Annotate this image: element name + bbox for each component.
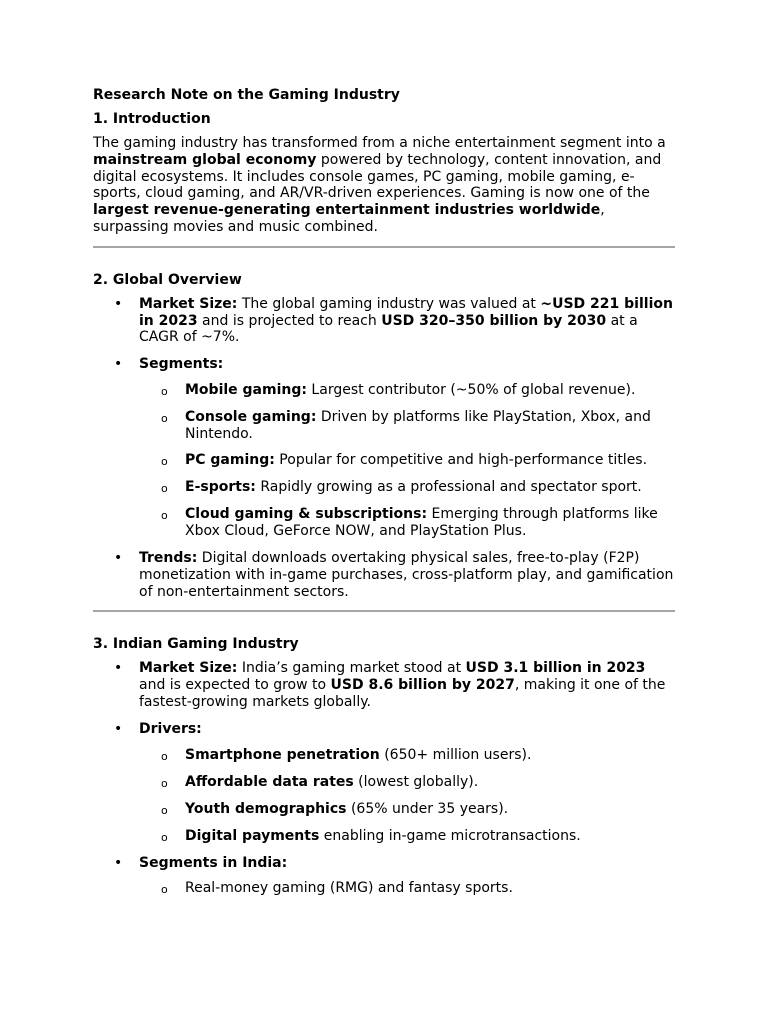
sub-item-console-gaming: [139, 409, 675, 443]
bullet-bold: ~USD 221 billion in 2023: [139, 295, 673, 329]
india-drivers-sublist: [139, 747, 675, 845]
bullet-text: and is projected to reach: [197, 312, 382, 329]
bullet-label: Segments in India:: [139, 854, 288, 871]
sub-item-label: Console gaming:: [185, 408, 317, 425]
sub-item-label: Digital payments: [185, 827, 320, 844]
intro-text-1: The gaming industry has transformed from a niche entertainment segment into a: [93, 135, 666, 151]
list-item-global-trends: [93, 550, 675, 600]
sub-item-mobile-gaming: [139, 382, 675, 399]
sub-item-text: Rapidly growing as a professional and spectator sport.: [255, 478, 642, 495]
document-body: [93, 86, 675, 897]
bullet-label: Trends:: [139, 549, 198, 566]
section-heading-indian-gaming: 3. Indian Gaming Industry: [93, 636, 299, 653]
section-divider: [93, 610, 675, 612]
sub-item-text: (65% under 35 years).: [346, 800, 509, 817]
sub-item-text: Real-money gaming (RMG) and fantasy sports.: [185, 880, 513, 897]
sub-item-pc-gaming: [139, 452, 675, 469]
bullet-label: Market Size:: [139, 295, 238, 312]
list-item-india-market-size: [93, 660, 675, 710]
bullet-label: Market Size:: [139, 660, 238, 677]
sub-item-label: Affordable data rates: [185, 773, 354, 790]
bullet-label: Drivers:: [139, 720, 202, 737]
bullet-label: Segments:: [139, 356, 224, 373]
intro-text-3: , surpassing movies and music combined.: [93, 202, 605, 235]
intro-paragraph: [93, 135, 675, 236]
intro-text-2: powered by technology, content innovation, and digital ecosystems. It includes console games, PC gaming, mobile gaming, e-sports, cloud gaming, and AR/VR-driven experiences. Gaming is now one of the: [93, 151, 662, 202]
intro-bold-1: mainstream global economy: [93, 151, 317, 168]
sub-item-label: Cloud gaming & subscriptions:: [185, 505, 428, 522]
section-heading-global-overview: 2. Global Overview: [93, 271, 242, 288]
sub-item-esports: [139, 479, 675, 496]
bullet-text: The global gaming industry was valued at: [237, 295, 541, 312]
sub-item-text: (650+ million users).: [379, 746, 532, 763]
section-divider: [93, 246, 675, 248]
sub-item-youth-demographics: [139, 801, 675, 818]
sub-item-label: Youth demographics: [185, 800, 347, 817]
section-heading-introduction: 1. Introduction: [93, 111, 211, 127]
global-segments-sublist: [139, 382, 675, 540]
sub-item-text: Popular for competitive and high-performance titles.: [274, 451, 648, 468]
bullet-text: , making it one of the fastest-growing markets globally.: [139, 677, 666, 710]
sub-item-label: Mobile gaming:: [185, 381, 307, 398]
global-overview-list: [93, 296, 675, 601]
bullet-text: Digital downloads overtaking physical sales, free-to-play (F2P) monetization with in-game purchases, cross-platform play, and gamification of non-entertainment sectors.: [139, 549, 674, 600]
sub-item-label: PC gaming:: [185, 451, 275, 468]
bullet-bold: USD 8.6 billion by 2027: [330, 677, 515, 694]
bullet-text: and is expected to grow to: [139, 677, 331, 694]
bullet-bold: USD 3.1 billion in 2023: [465, 660, 646, 677]
sub-item-label: E-sports:: [185, 478, 256, 495]
sub-item-text: (lowest globally).: [353, 773, 479, 790]
intro-bold-2: largest revenue-generating entertainment industries worldwide: [93, 202, 601, 219]
sub-item-text: Emerging through platforms like Xbox Cloud, GeForce NOW, and PlayStation Plus.: [185, 505, 658, 539]
sub-item-text: enabling in-game microtransactions.: [319, 827, 581, 844]
sub-item-rmg-fantasy: [139, 880, 675, 897]
bullet-text: at a CAGR of ~7%.: [139, 312, 638, 346]
list-item-global-market-size: [93, 296, 675, 346]
sub-item-cloud-gaming: [139, 506, 675, 540]
list-item-global-segments: [93, 356, 675, 540]
bullet-bold: USD 320–350 billion by 2030: [381, 312, 607, 329]
sub-item-text: Driven by platforms like PlayStation, Xbox, and Nintendo.: [185, 408, 651, 442]
sub-item-label: Smartphone penetration: [185, 746, 380, 763]
list-item-india-segments: [93, 855, 675, 898]
sub-item-text: Largest contributor (~50% of global revenue).: [306, 381, 636, 398]
sub-item-affordable-data: [139, 774, 675, 791]
document-title: Research Note on the Gaming Industry: [93, 87, 400, 103]
bullet-text: India’s gaming market stood at: [237, 660, 466, 677]
sub-item-digital-payments: [139, 828, 675, 845]
sub-item-smartphone-penetration: [139, 747, 675, 764]
india-segments-sublist: [139, 880, 675, 897]
list-item-india-drivers: [93, 721, 675, 845]
indian-gaming-list: [93, 660, 675, 897]
